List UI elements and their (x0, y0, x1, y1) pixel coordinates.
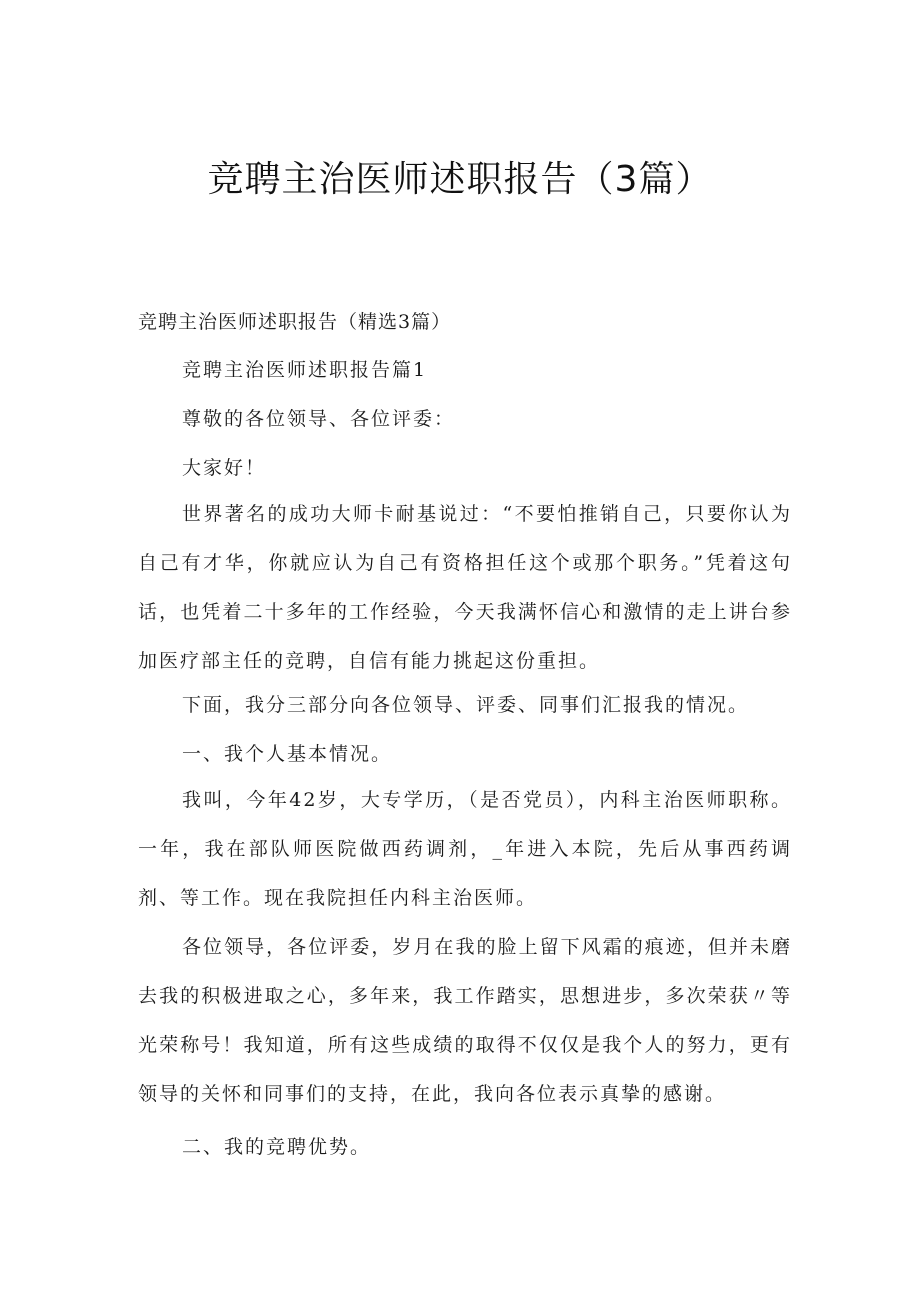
list-heading: 一、我个人基本情况。 (182, 743, 393, 765)
subtitle-paragraph: 竞聘主治医师述职报告（精选3篇） (138, 311, 452, 333)
greeting-paragraph: 大家好！ (182, 457, 267, 479)
body-paragraph: 世界著名的成功大师卡耐基说过：“不要怕推销自己，只要你认为自己有才华，你就应认为自己有资格担任这个或那个职务。”凭着这句话，也凭着二十多年的工作经验，今天我满怀信心和激情的走上讲台参加医疗部主任的竞聘，自信有能力挑起这份重担。 (138, 503, 792, 672)
body-paragraph: 我叫，今年42岁，大专学历，（是否党员），内科主治医师职称。一年，我在部队师医院做西药调剂，_年进入本院，先后从事西药调剂、等工作。现在我院担任内科主治医师。 (138, 789, 792, 909)
list-heading: 二、我的竞聘优势。 (182, 1136, 372, 1158)
document-title: 竞聘主治医师述职报告（3篇） (207, 159, 713, 200)
section-heading: 竞聘主治医师述职报告篇1 (182, 359, 428, 381)
salutation-paragraph: 尊敬的各位领导、各位评委： (182, 408, 456, 430)
body-paragraph: 下面，我分三部分向各位领导、评委、同事们汇报我的情况。 (182, 694, 750, 716)
body-paragraph: 各位领导，各位评委，岁月在我的脸上留下风霜的痕迹，但并未磨去我的积极进取之心，多年来，我工作踏实，思想进步，多次荣获〃等光荣称号！我知道，所有这些成绩的取得不仅仅是我个人的努力，更有领导的关怀和同事们的支持，在此，我向各位表示真挚的感谢。 (138, 936, 792, 1105)
